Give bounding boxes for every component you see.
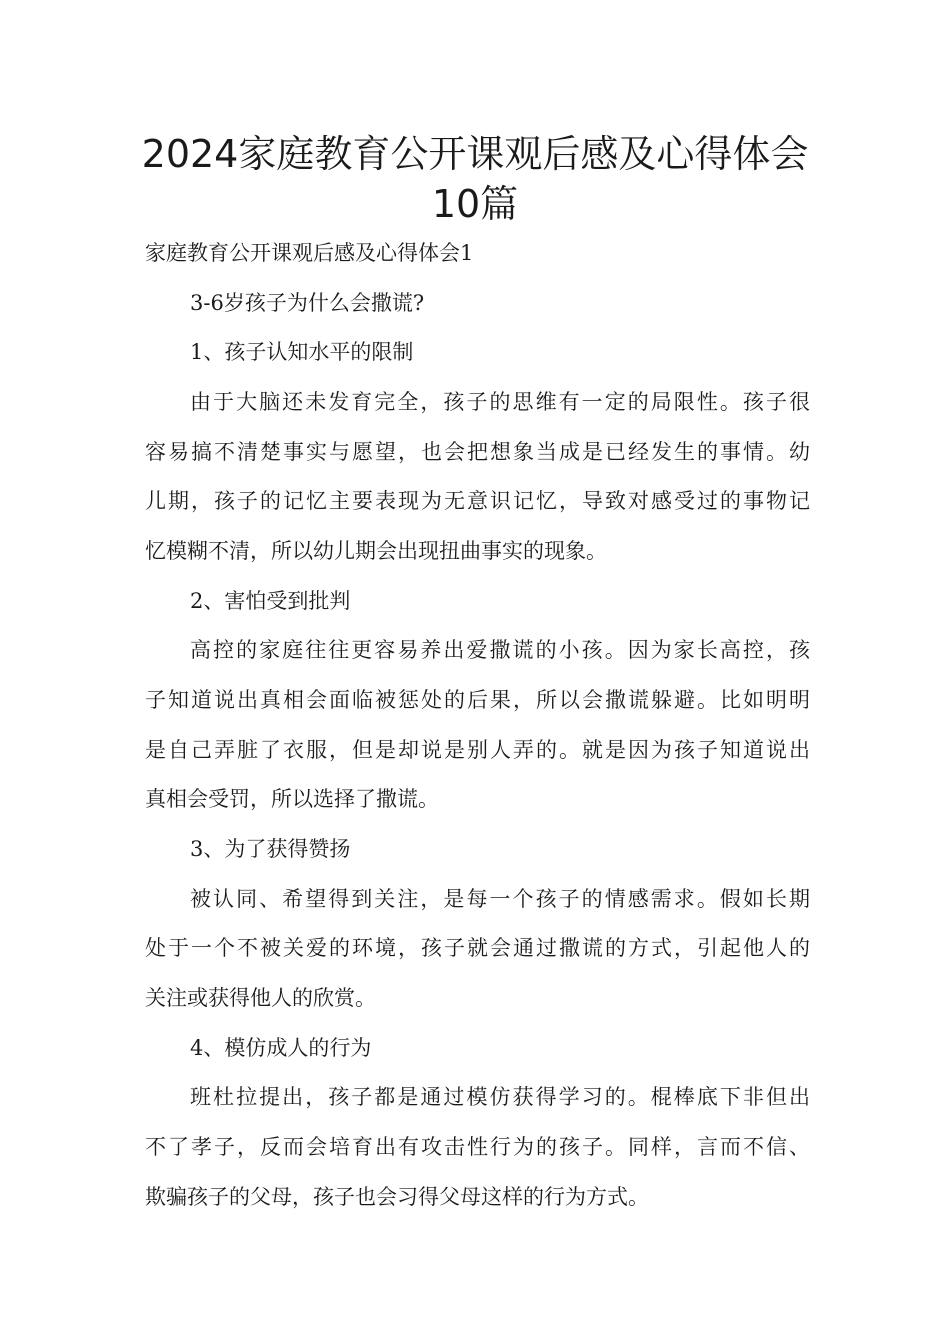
section-heading: 1、孩子认知水平的限制 (190, 340, 414, 364)
document-title-line-1: 2024家庭教育公开课观后感及心得体会 (141, 132, 809, 176)
paragraph-line: 关注或获得他人的欣赏。 (145, 986, 376, 1010)
paragraph-line: 子知道说出真相会面临被惩处的后果，所以会撒谎躲避。比如明明 (145, 688, 810, 712)
paragraph-line: 容易搞不清楚事实与愿望，也会把想象当成是已经发生的事情。幼 (145, 440, 810, 464)
document-title-line-2: 10篇 (431, 182, 519, 226)
paragraph-line: 不了孝子，反而会培育出有攻击性行为的孩子。同样，言而不信、 (145, 1135, 810, 1159)
paragraph-line: 忆模糊不清，所以幼儿期会出现扭曲事实的现象。 (145, 539, 607, 563)
paragraph-line: 被认同、希望得到关注，是每一个孩子的情感需求。假如长期 (190, 887, 810, 911)
section-heading: 4、模仿成人的行为 (190, 1036, 372, 1060)
paragraph-line: 儿期，孩子的记忆主要表现为无意识记忆，导致对感受过的事物记 (145, 489, 810, 513)
section-heading: 2、害怕受到批判 (190, 589, 351, 613)
section-heading: 3、为了获得赞扬 (190, 837, 351, 861)
paragraph-line: 班杜拉提出，孩子都是通过模仿获得学习的。棍棒底下非但出 (190, 1085, 810, 1109)
paragraph-line: 是自己弄脏了衣服，但是却说是别人弄的。就是因为孩子知道说出 (145, 738, 810, 762)
paragraph-line: 真相会受罚，所以选择了撒谎。 (145, 787, 439, 811)
paragraph-line: 由于大脑还未发育完全，孩子的思维有一定的局限性。孩子很 (190, 390, 810, 414)
paragraph-line: 处于一个不被关爱的环境，孩子就会通过撒谎的方式，引起他人的 (145, 936, 810, 960)
paragraph-line: 高控的家庭往往更容易养出爱撒谎的小孩。因为家长高控，孩 (190, 638, 810, 662)
question-heading: 3-6岁孩子为什么会撒谎? (190, 291, 425, 315)
paragraph-line: 欺骗孩子的父母，孩子也会习得父母这样的行为方式。 (145, 1185, 649, 1209)
document-subtitle: 家庭教育公开课观后感及心得体会1 (145, 241, 474, 265)
